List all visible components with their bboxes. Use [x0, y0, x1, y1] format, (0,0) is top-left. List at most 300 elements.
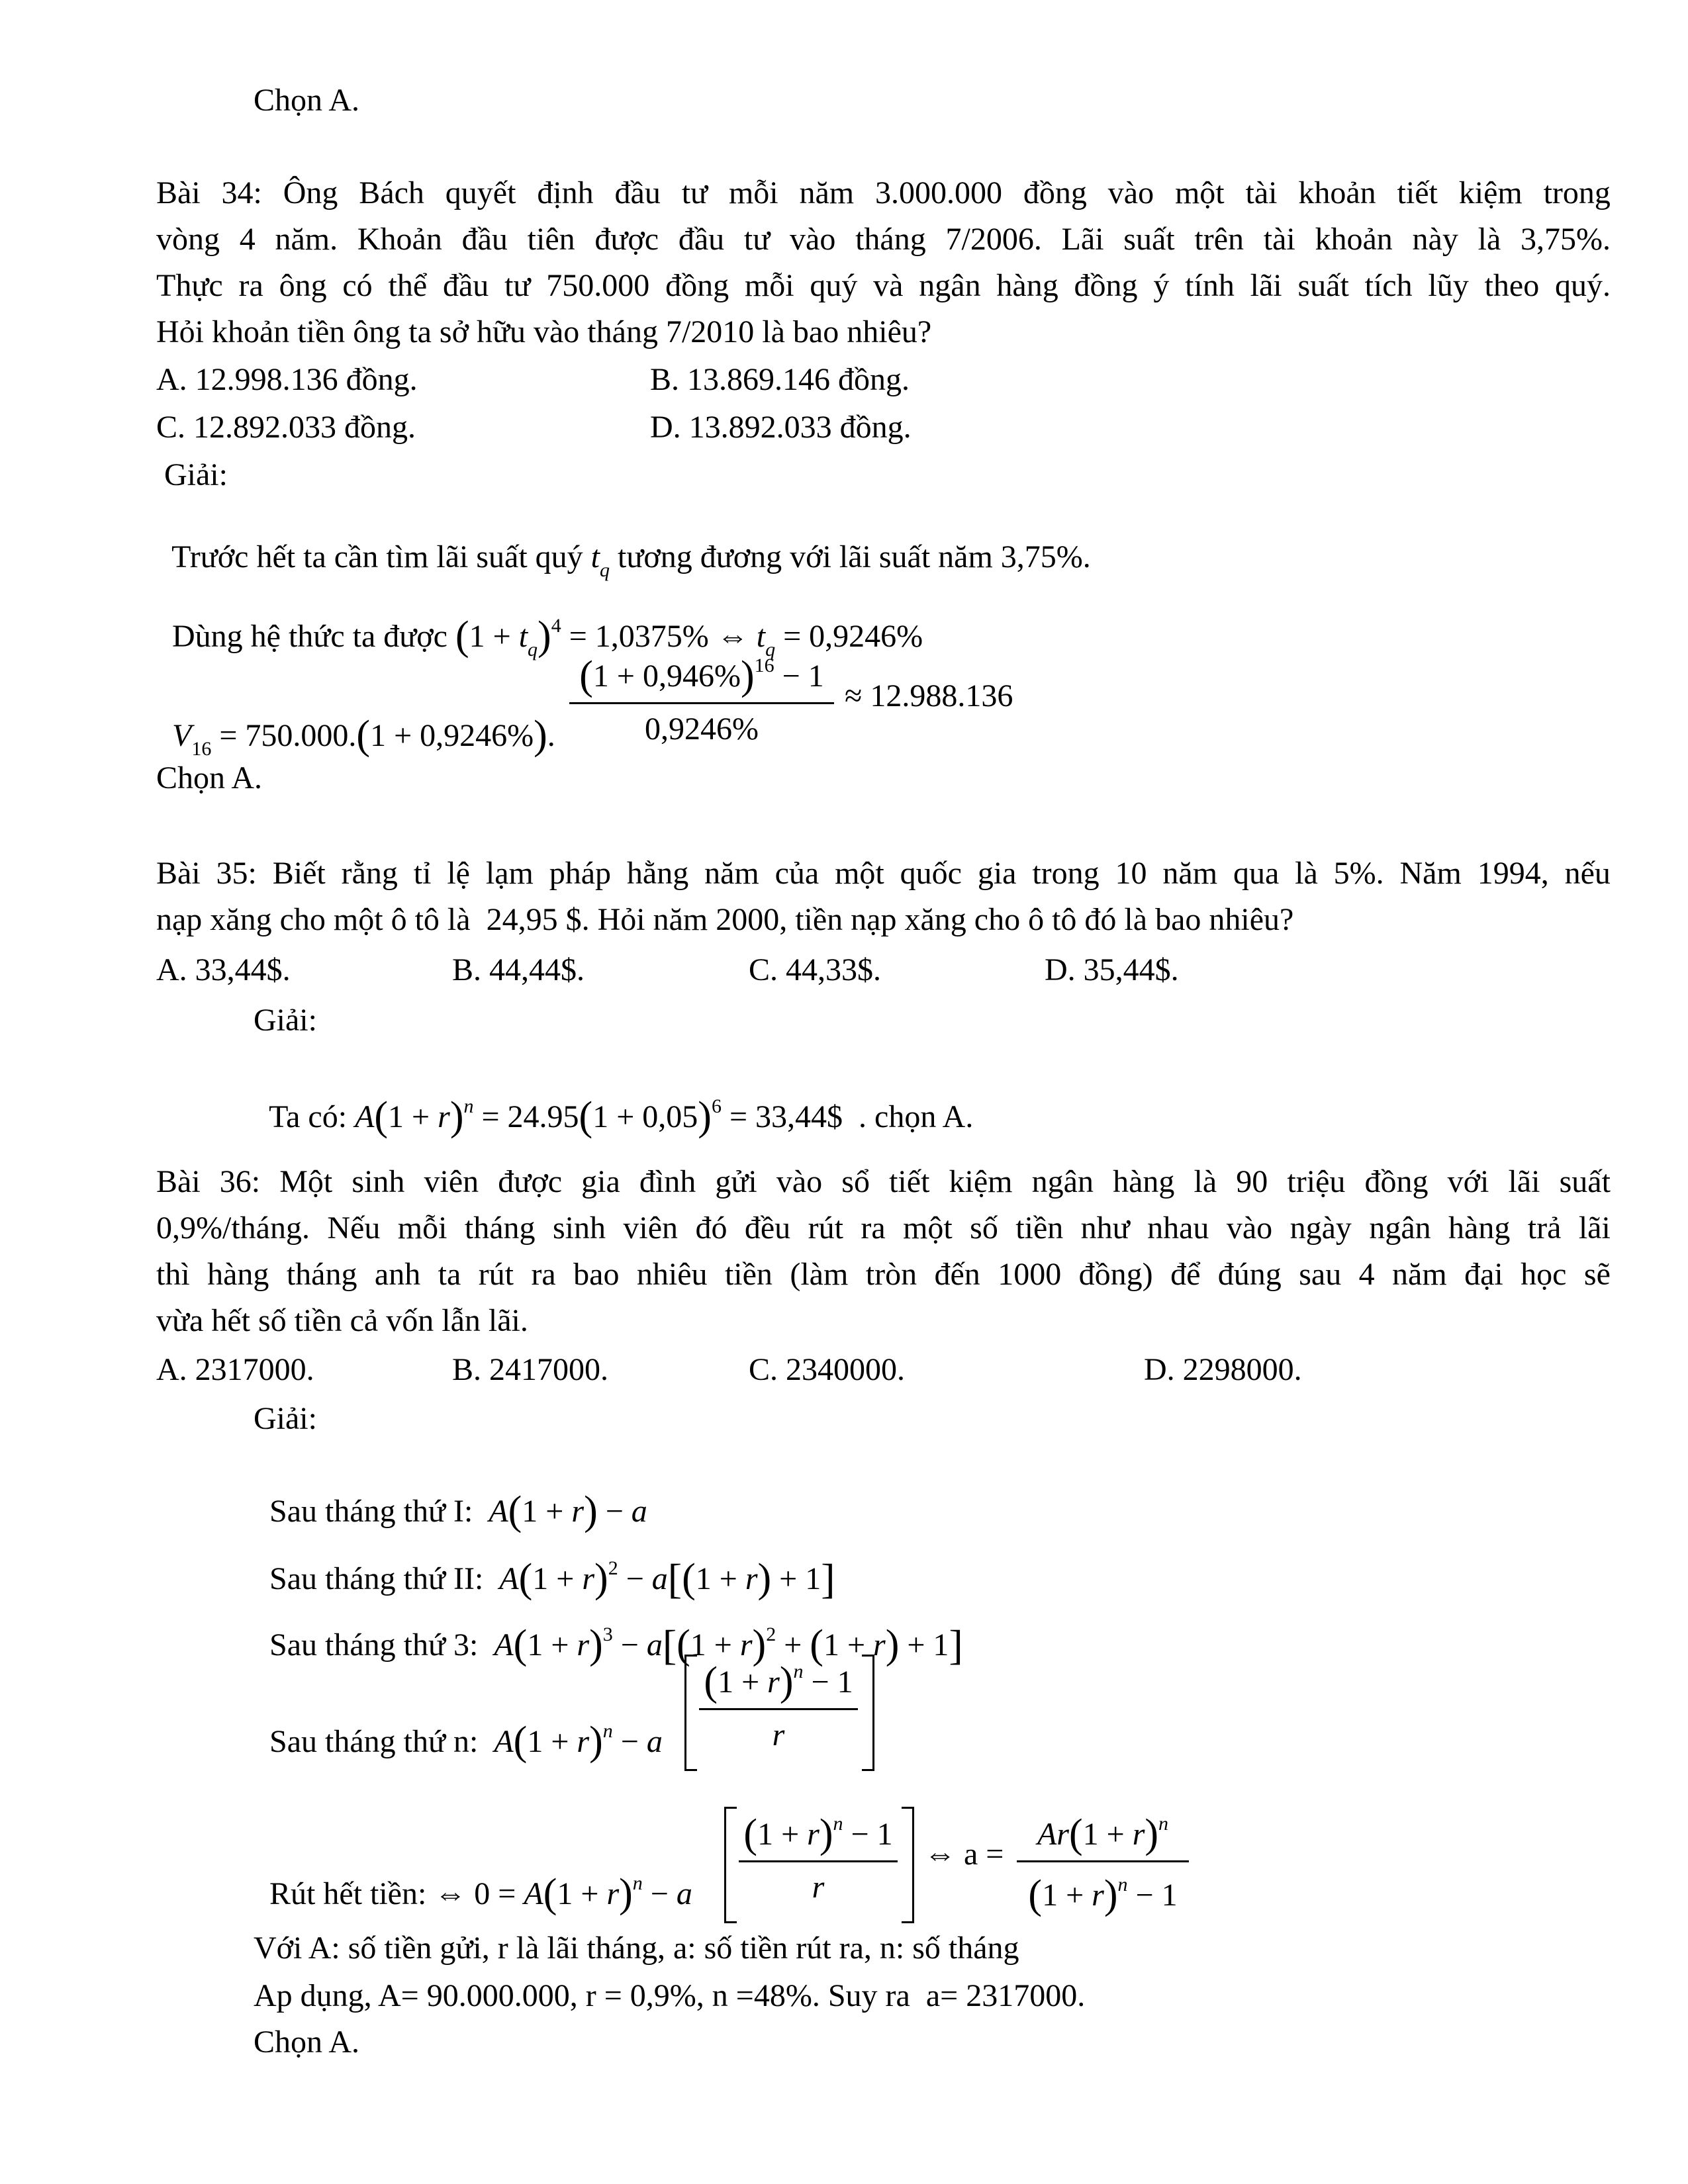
word: pháp: [549, 856, 612, 891]
word: tháng: [286, 1257, 357, 1292]
word: là: [1477, 222, 1501, 257]
word: vào: [1107, 175, 1154, 210]
word: đến: [934, 1257, 980, 1292]
word: đồng: [665, 268, 729, 303]
word: ra: [238, 268, 263, 303]
word: học: [1521, 1257, 1567, 1292]
b36-one-plus-1: 1 +: [522, 1494, 572, 1529]
word: năm: [799, 175, 855, 210]
word: Một: [279, 1164, 333, 1199]
word: đồng: [1364, 1164, 1429, 1199]
b35-formula-result: = 33,44$ . chọn A.: [721, 1099, 974, 1134]
b36-w-minus: −: [642, 1876, 677, 1911]
b34-step-2-eq: = 1,0375% ⇔: [561, 619, 757, 654]
b34-sub-q: q: [600, 559, 610, 581]
b34-fraction: [569, 650, 834, 747]
b36-line-4: vừa hết số tiền cả vốn lẫn lãi.: [156, 1303, 528, 1338]
b35-formula: Ta có: $A(1 + r)^n = 24.95(1 + 0,05)^6$ = 33,44$ . chọn A.: [269, 1094, 974, 1139]
b36-fn-tail: − 1: [803, 1664, 853, 1700]
b36-step-3-label: Sau tháng thứ 3:: [269, 1627, 494, 1662]
word: mỗi: [728, 175, 778, 210]
word: hằng: [626, 856, 689, 891]
word: suất: [1559, 1164, 1611, 1199]
b35-formula-label: Ta có:: [269, 1099, 355, 1134]
word: đồng): [1078, 1257, 1153, 1292]
word: để: [1170, 1257, 1201, 1292]
word: 3.000.000: [875, 175, 1003, 210]
b36-exp-n: n: [602, 1720, 613, 1742]
word: đồng: [1023, 175, 1087, 210]
word: tiết: [1397, 175, 1438, 210]
b34-line-2: [156, 224, 1611, 255]
b34-step-2-text: Dùng hệ thức ta được: [172, 619, 455, 654]
b36-fn-r: r: [767, 1664, 780, 1700]
word: sẽ: [1583, 1257, 1611, 1292]
word: tư: [743, 222, 771, 257]
word: triệu: [1287, 1164, 1346, 1199]
word: này: [1412, 222, 1458, 257]
word: lạm: [485, 856, 534, 891]
b36-rf-one-plus: 1 +: [1082, 1817, 1133, 1852]
word: tiền: [1015, 1210, 1064, 1246]
word: đúng: [1217, 1257, 1282, 1292]
word: vào: [1226, 1210, 1273, 1246]
b36-withdraw-denominator: r: [812, 1870, 825, 1905]
b35-line-2: nạp xăng cho một ô tô là 24,95 $. Hỏi năm 2000, tiền nạp xăng cho ô tô đó là bao nhiêu?: [156, 902, 1294, 937]
b36-result-bar: [1017, 1860, 1189, 1862]
word: 10: [1115, 856, 1147, 891]
b36-step-n-bracket-left: [684, 1655, 697, 1771]
word: với: [1447, 1164, 1489, 1199]
word: tròn: [865, 1257, 917, 1292]
b36-var-small-a-1: a: [631, 1494, 647, 1529]
word: suất: [1297, 268, 1349, 303]
word: vào: [776, 1164, 823, 1199]
b35-var-r: r: [438, 1099, 450, 1134]
word: ngân: [1031, 1164, 1094, 1199]
b36-chon: Chọn A.: [254, 2025, 360, 2060]
b34-step-3-dot: .: [547, 718, 555, 753]
word: năm: [1162, 856, 1218, 891]
b36-exp-3: 3: [602, 1623, 613, 1645]
b36-option-a: A. 2317000.: [156, 1352, 314, 1387]
b35-exp-6: 6: [711, 1095, 722, 1117]
b36-var-small-a-3: a: [646, 1627, 663, 1662]
word: đầu: [442, 268, 489, 303]
word: có: [342, 268, 373, 303]
b35-one-plus: 1 +: [388, 1099, 438, 1134]
b34-step-2-result: = 0,9246%: [775, 619, 923, 654]
b34-fnum-tail: − 1: [774, 659, 824, 694]
word: lệ: [447, 856, 470, 891]
word: một: [835, 856, 884, 891]
word: hàng: [207, 1257, 269, 1292]
b36-w-exp-n: n: [632, 1872, 643, 1894]
b36-wf-tail: − 1: [843, 1817, 893, 1852]
word: quốc: [900, 856, 962, 891]
word: như: [1080, 1210, 1130, 1246]
b34-fnum: 1 + 0,946%: [592, 659, 741, 694]
word: năm.: [275, 222, 338, 257]
b36-option-d: D. 2298000.: [1144, 1352, 1302, 1387]
b34-option-c: C. 12.892.033 đồng.: [156, 410, 416, 445]
word: 1000: [998, 1257, 1062, 1292]
word: kiệm: [949, 1164, 1013, 1199]
b34-step-1: [156, 510, 1091, 581]
b36-var-r-3c: r: [873, 1627, 886, 1662]
b36-step-3: Sau tháng thứ 3: $A(1 + r)^3 - a[(1 + r)^2 + (1 + r) + 1]$: [269, 1621, 963, 1668]
word: tiền: [724, 1257, 773, 1292]
word: Năm: [1399, 856, 1462, 891]
word: tài: [1263, 222, 1295, 257]
word: quý: [810, 268, 858, 303]
b36-var-r-1: r: [571, 1494, 585, 1529]
word: sổ: [841, 1164, 870, 1199]
word: gia: [977, 856, 1017, 891]
word: kiệm: [1458, 175, 1523, 210]
b36-step-n-numerator: $(1 + r)^n - 1$: [704, 1659, 853, 1704]
b35-exp-n: n: [463, 1095, 474, 1117]
word: sinh: [352, 1164, 405, 1199]
b36-step-1: Sau tháng thứ I: A(1 + r) − a: [269, 1488, 647, 1533]
b36-step-n-denominator: r: [772, 1717, 785, 1752]
chon-top: Chọn A.: [254, 83, 360, 118]
word: gửi: [715, 1164, 757, 1199]
word: nhiêu: [636, 1257, 708, 1292]
word: Biết: [272, 856, 326, 891]
word: đều: [744, 1210, 791, 1246]
b36-withdraw-numerator: $(1 + r)^n - 1$: [743, 1811, 893, 1856]
b34-chon: Chọn A.: [156, 760, 263, 796]
word: hàng: [1448, 1210, 1511, 1246]
b35-option-d: D. 35,44$.: [1045, 952, 1179, 987]
word: Bài: [156, 856, 201, 891]
word: 36:: [219, 1164, 261, 1199]
b36-var-r-3: r: [577, 1627, 590, 1662]
b35-giai: Giải:: [254, 1003, 317, 1038]
word: trong: [1543, 175, 1611, 210]
b35-option-c: C. 44,33$.: [749, 952, 882, 987]
word: (làm: [790, 1257, 849, 1292]
b35-option-a: A. 33,44$.: [156, 952, 291, 987]
b34-option-b: B. 13.869.146 đồng.: [650, 362, 910, 397]
word: năm: [704, 856, 759, 891]
b36-step-n-bar: [699, 1708, 858, 1710]
word: ra: [861, 1210, 886, 1246]
b34-one-plus: 1 +: [469, 619, 519, 654]
word: lũy: [1428, 268, 1469, 303]
b36-exp-2: 2: [608, 1557, 618, 1579]
b36-line-1: [156, 1166, 1611, 1198]
b36-wf-one-plus: 1 +: [757, 1817, 808, 1852]
b34-approx: ≈ 12.988.136: [845, 678, 1013, 713]
b36-step-2-label: Sau tháng thứ II:: [269, 1561, 500, 1596]
word: quyết: [445, 175, 516, 210]
b36-result-fraction: [1017, 1808, 1189, 1916]
word: tháng: [464, 1210, 536, 1246]
word: tính: [1185, 268, 1235, 303]
word: đình: [639, 1164, 696, 1199]
word: được: [498, 1164, 562, 1199]
b36-one-plus-2: 1 +: [532, 1561, 583, 1596]
word: là: [1295, 856, 1318, 891]
b36-option-b: B. 2417000.: [452, 1352, 609, 1387]
b36-rf-n: n: [1158, 1813, 1169, 1835]
b36-option-c: C. 2340000.: [749, 1352, 906, 1387]
word: mỗi: [744, 268, 794, 303]
b36-step-n-label: Sau tháng thứ n:: [269, 1724, 494, 1759]
b36-line-3: [156, 1259, 1611, 1291]
b34-fraction-bar: [569, 702, 834, 704]
b34-step-3: $V_{16} = 750.000.(1 + 0,9246\%)$.: [172, 713, 555, 760]
b34-fnum-exp: 16: [754, 655, 774, 676]
b34-line-1: [156, 177, 1611, 209]
word: sau: [1299, 1257, 1342, 1292]
b36-var-a-2: A: [499, 1561, 519, 1596]
b34-sub-q-2: q: [528, 639, 538, 660]
word: lãi: [1250, 268, 1282, 303]
b34-step-2: Dùng hệ thức ta được $(1 + t_q)^4 = 1,0375\%$ ⇔ $t_q = 0,9246\%$: [172, 614, 923, 660]
word: của: [774, 856, 820, 891]
b36-rd-n: n: [1117, 1874, 1128, 1895]
word: viên: [424, 1164, 479, 1199]
word: rút: [478, 1257, 514, 1292]
word: số: [970, 1210, 998, 1246]
word: hàng: [1113, 1164, 1175, 1199]
b36-step-1-label: Sau tháng thứ I:: [269, 1494, 489, 1529]
b35-formula-eq: = 24.95: [473, 1099, 579, 1134]
word: Lãi: [1061, 222, 1104, 257]
b34-var-t-2: t: [518, 619, 528, 654]
b35-line-1: [156, 858, 1611, 889]
word: nếu: [1564, 856, 1611, 891]
b36-withdraw-fraction: [739, 1808, 898, 1905]
word: vòng: [156, 222, 220, 257]
word: Ông: [283, 175, 338, 210]
word: được: [594, 222, 659, 257]
word: đại: [1464, 1257, 1503, 1292]
word: một: [1174, 175, 1225, 210]
b34-exp-4: 4: [551, 615, 561, 637]
b34-fraction-denominator: 0,9246%: [645, 711, 759, 747]
word: tư: [681, 175, 708, 210]
word: tiết: [889, 1164, 930, 1199]
b34-option-a: A. 12.998.136 đồng.: [156, 362, 418, 397]
b36-step-n-bracket-right: [862, 1655, 874, 1771]
word: vào: [790, 222, 836, 257]
word: tài: [1245, 175, 1278, 210]
word: đầu: [461, 222, 508, 257]
b36-step-2: Sau tháng thứ II: $A(1 + r)^2 - a[(1 + r) + 1]$: [269, 1555, 835, 1602]
word: thể: [388, 268, 428, 303]
b36-note: Với A: số tiền gửi, r là lãi tháng, a: số tiền rút ra, n: số tháng: [254, 1931, 1019, 1966]
word: định: [537, 175, 594, 210]
word: đầu: [678, 222, 725, 257]
b36-var-a-3: A: [494, 1627, 514, 1662]
word: đó: [695, 1210, 727, 1246]
word: năm: [1392, 1257, 1447, 1292]
word: Nếu: [327, 1210, 381, 1246]
b34-line-4: Hỏi khoản tiền ông ta sở hữu vào tháng 7/2010 là bao nhiêu?: [156, 314, 932, 349]
word: lãi: [1578, 1210, 1611, 1246]
word: khoản: [1315, 222, 1393, 257]
b36-withdraw-bar: [739, 1860, 898, 1862]
b36-w-var-small-a: a: [676, 1876, 692, 1911]
b34-var-t-3: t: [756, 619, 766, 654]
word: Bách: [359, 175, 424, 210]
b36-minus-2: −: [618, 1561, 652, 1596]
word: tỉ: [413, 856, 432, 891]
word: ý: [1153, 268, 1170, 303]
word: thì: [156, 1257, 190, 1292]
word: 35:: [216, 856, 257, 891]
b36-step-n-fraction: [699, 1656, 858, 1753]
word: mỗi: [397, 1210, 447, 1246]
b36-plus-one-3: + 1: [899, 1627, 949, 1662]
b36-one-plus-n: 1 +: [527, 1724, 577, 1759]
word: đồng: [1074, 268, 1138, 303]
b35-var-a: A: [355, 1099, 375, 1134]
b34-step-3-text-a: = 750.000.: [211, 718, 357, 753]
word: là: [1194, 1164, 1217, 1199]
b34-step-3-paren: 1 + 0,9246%: [370, 718, 534, 753]
word: rút: [808, 1210, 843, 1246]
b36-minus-1: −: [597, 1494, 632, 1529]
b36-one-plus-2b: 1 +: [695, 1561, 745, 1596]
b34-sub-q-3: q: [765, 639, 776, 660]
word: Bài: [156, 175, 201, 210]
word: theo: [1484, 268, 1540, 303]
word: tháng: [855, 222, 926, 257]
word: sinh: [552, 1210, 606, 1246]
word: đầu: [614, 175, 661, 210]
b36-step-n: Sau tháng thứ n: $A(1 + r)^n - a$: [269, 1719, 663, 1764]
b36-rd-tail: − 1: [1127, 1878, 1178, 1913]
word: nhau: [1147, 1210, 1209, 1246]
b36-rd-r: r: [1092, 1878, 1104, 1913]
word: ông: [279, 268, 327, 303]
word: tư: [504, 268, 531, 303]
word: hàng: [996, 268, 1058, 303]
b36-withdraw-bracket-left: [724, 1807, 737, 1923]
b36-one-plus-3c: 1 +: [823, 1627, 874, 1662]
b36-rd-one-plus: 1 +: [1042, 1878, 1092, 1913]
word: rằng: [341, 856, 398, 891]
word: 1994,: [1477, 856, 1549, 891]
b36-line-2: [156, 1212, 1611, 1244]
b34-var-t: t: [590, 539, 600, 574]
word: tích: [1364, 268, 1413, 303]
word: tiên: [527, 222, 575, 257]
word: 4: [239, 222, 256, 257]
b35-option-b: B. 44,44$.: [452, 952, 585, 987]
b36-giai: Giải:: [254, 1401, 317, 1436]
word: 3,75%.: [1521, 222, 1611, 257]
word: khoản: [1298, 175, 1376, 210]
b36-var-small-a-2: a: [651, 1561, 668, 1596]
word: anh: [374, 1257, 421, 1292]
b36-withdraw-bracket-right: [902, 1807, 914, 1923]
word: trên: [1194, 222, 1244, 257]
word: một: [903, 1210, 953, 1246]
word: và: [873, 268, 904, 303]
word: 7/2006.: [945, 222, 1042, 257]
b36-var-r-n: r: [577, 1724, 590, 1759]
word: trong: [1032, 856, 1100, 891]
b36-apply: Ap dụng, A= 90.000.000, r = 0,9%, n =48%. Suy ra a= 2317000.: [254, 1978, 1086, 2013]
b36-wf-r: r: [807, 1817, 820, 1852]
word: Bài: [156, 1164, 201, 1199]
b36-withdraw: Rút hết tiền: ⇔ $0 = A(1 + r)^n - a$: [269, 1871, 692, 1916]
b36-withdraw-label: Rút hết tiền: ⇔ 0 =: [269, 1876, 524, 1911]
b34-option-d: D. 13.892.033 đồng.: [650, 410, 912, 445]
b36-result-denominator: $(1 + r)^n - 1$: [1028, 1872, 1178, 1917]
b34-sub-16: 16: [191, 738, 212, 760]
b36-var-r-2: r: [582, 1561, 595, 1596]
b36-rf-r: r: [1132, 1817, 1145, 1852]
word: viên: [623, 1210, 679, 1246]
b36-equiv-a: ⇔ a =: [924, 1837, 1012, 1872]
b34-line-3: [156, 270, 1611, 302]
word: 4: [1358, 1257, 1375, 1292]
b36-fn-n: n: [793, 1661, 804, 1682]
b36-minus-n: −: [612, 1724, 647, 1759]
word: ngày: [1289, 1210, 1352, 1246]
word: quý.: [1555, 268, 1611, 303]
b36-var-small-a-n: a: [646, 1724, 663, 1759]
word: ngân: [919, 268, 981, 303]
b34-giai: Giải:: [164, 457, 228, 492]
b34-step-1-text-a: Trước hết ta cần tìm lãi suất quý: [171, 539, 591, 574]
word: bao: [573, 1257, 620, 1292]
b36-result-numerator: $Ar(1 + r)^n$: [1037, 1811, 1169, 1856]
b36-var-a-n: A: [494, 1724, 514, 1759]
b36-rf-ar: Ar: [1037, 1817, 1069, 1852]
word: gia: [581, 1164, 620, 1199]
word: 34:: [221, 175, 262, 210]
word: qua: [1233, 856, 1280, 891]
word: suất: [1123, 222, 1175, 257]
b34-step-1-text-b: tương đương với lãi suất năm 3,75%.: [610, 539, 1091, 574]
b36-fn-one-plus: 1 +: [718, 1664, 768, 1700]
word: ra: [531, 1257, 556, 1292]
word: 0,9%/tháng.: [156, 1210, 310, 1246]
b36-exp-2b: 2: [766, 1623, 776, 1645]
b36-var-a-1: A: [489, 1494, 508, 1529]
word: 750.000: [546, 268, 650, 303]
b36-var-r-2b: r: [745, 1561, 758, 1596]
b36-var-r-3b: r: [739, 1627, 753, 1662]
word: ngân: [1369, 1210, 1431, 1246]
word: 90: [1236, 1164, 1268, 1199]
b36-w-one-plus: 1 +: [557, 1876, 607, 1911]
b36-minus-3: −: [612, 1627, 647, 1662]
word: ta: [438, 1257, 461, 1292]
b34-var-v: V: [172, 718, 192, 753]
b36-one-plus-3: 1 +: [527, 1627, 577, 1662]
b36-plus-one-2: + 1: [771, 1561, 821, 1596]
b36-w-var-a: A: [524, 1876, 543, 1911]
b36-one-plus-3b: 1 +: [690, 1627, 740, 1662]
word: trả: [1527, 1210, 1562, 1246]
word: 5%.: [1333, 856, 1384, 891]
b35-formula-paren: 1 + 0,05: [592, 1099, 698, 1134]
b36-w-var-r: r: [606, 1876, 620, 1911]
b34-fraction-numerator: $(1 + 0,946\%)^{16} - 1$: [579, 653, 824, 698]
word: lãi: [1508, 1164, 1540, 1199]
word: Khoản: [357, 222, 442, 257]
b36-wf-n: n: [833, 1813, 843, 1835]
